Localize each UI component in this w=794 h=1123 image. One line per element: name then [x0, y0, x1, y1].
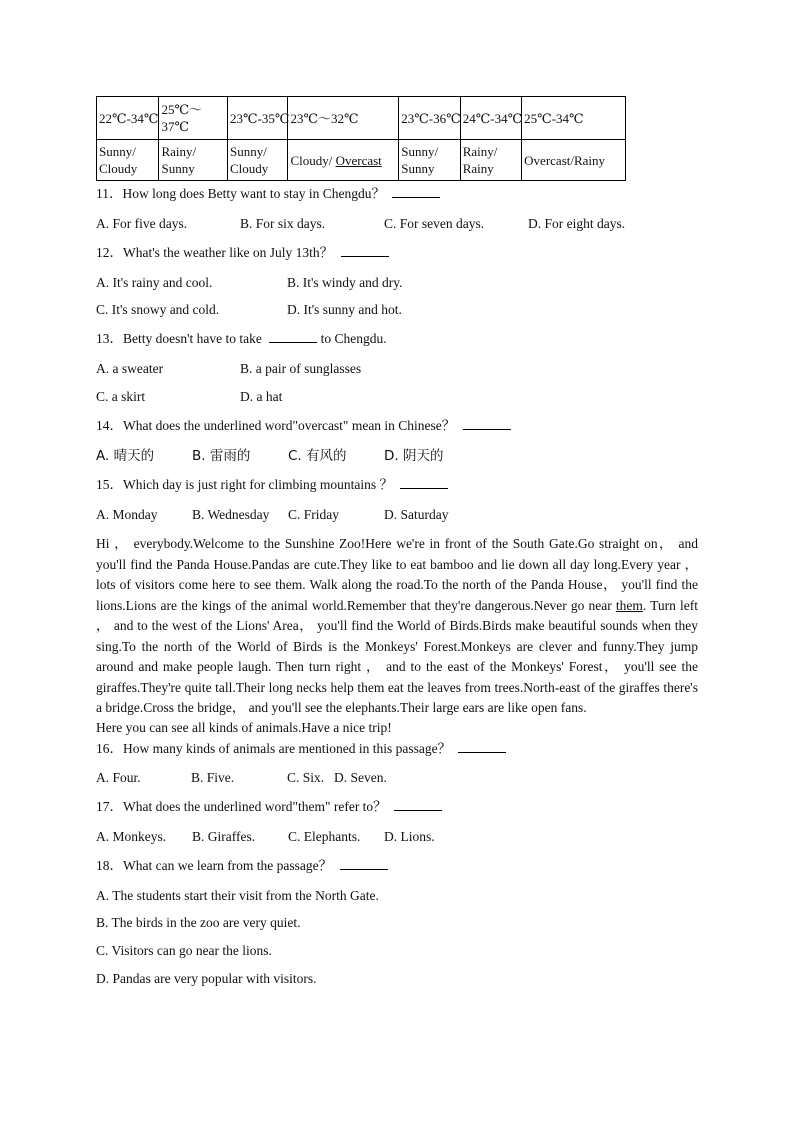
options-row [96, 388, 698, 406]
option-d[interactable]: D. It's sunny and hot. [287, 302, 402, 317]
worksheet-page [96, 96, 698, 988]
answer-blank[interactable] [269, 330, 317, 343]
question-stem: 17．What does the underlined word"them" refer to？ [96, 798, 387, 814]
option-b[interactable]: B. Giraffes. [192, 828, 256, 844]
options-row [96, 506, 698, 524]
answer-blank[interactable] [340, 857, 388, 870]
option-a[interactable]: A. Monday [96, 507, 158, 522]
question-stem: 15．Which day is just right for climbing mountains ？ [96, 477, 393, 492]
option-d[interactable]: D. Seven. [334, 769, 387, 785]
options-row [96, 447, 698, 465]
condition-cell: Overcast/Rainy [522, 140, 626, 181]
question-stem: 12．What's the weather like on July 13th？ [96, 245, 334, 260]
option-c[interactable]: C. a skirt [96, 389, 146, 404]
question-18 [96, 857, 698, 988]
option-b[interactable]: B. Five. [191, 769, 235, 785]
option-b[interactable]: B. It's windy and dry. [287, 275, 403, 290]
option-d[interactable]: D. Lions. [384, 828, 435, 844]
passage-text: . Turn left ， and to the west of the Lions' Area， you'll find the World of Birds.Birds make beautiful sounds when they sing.To the north of the World of Birds is the Monkeys' Forest.Monkeys are clever and funny.They jump around and make people laugh. Then turn right ， and to the east of the Monkeys' Forest， you'll see the giraffes.They're quite tall.Their long necks help them eat the leaves from trees.North-east of the giraffes there's a bridge.Cross the bridge， and you'll see the elephants.Their large ears are like open fans. [96, 597, 699, 715]
temp-cell: 25℃-34℃ [522, 97, 626, 140]
answer-blank[interactable] [400, 476, 448, 489]
option-b[interactable]: B. 雷雨的 [192, 448, 251, 464]
option-b[interactable]: B. a pair of sunglasses [240, 361, 362, 376]
weather-table [96, 96, 626, 181]
option-a[interactable]: A. It's rainy and cool. [96, 275, 213, 290]
reading-passage [96, 534, 698, 737]
option-a[interactable]: A. For five days. [96, 216, 188, 231]
temp-cell: 22℃-34℃ [97, 97, 159, 140]
condition-cell [288, 140, 399, 181]
option-a[interactable]: A. The students start their visit from the North Gate. [96, 887, 379, 903]
temperature-row [97, 97, 626, 140]
answer-blank[interactable] [463, 417, 511, 430]
option-a[interactable]: A. Four. [96, 769, 141, 785]
options-row [96, 360, 698, 378]
condition-cell: Sunny/ Cloudy [227, 140, 287, 181]
options-row [96, 769, 698, 787]
condition-cell: Rainy/ Rainy [460, 140, 521, 181]
options-row [96, 301, 698, 319]
question-stem-end: to Chengdu. [317, 331, 387, 346]
option-c[interactable]: C. It's snowy and cold. [96, 302, 220, 317]
option-b[interactable]: B. Wednesday [192, 507, 270, 522]
condition-cell: Sunny/ Sunny [399, 140, 460, 181]
option-c[interactable]: C. Six. [287, 769, 325, 785]
option-d[interactable]: D. a hat [240, 389, 283, 404]
answer-blank[interactable] [341, 244, 389, 257]
option-d[interactable]: D. Pandas are very popular with visitors. [96, 970, 317, 986]
condition-cell: Rainy/ Sunny [159, 140, 228, 181]
options-row [96, 914, 698, 932]
temp-cell: 23℃～32℃ [288, 97, 399, 140]
options-row [96, 970, 698, 988]
option-a[interactable]: A. a sweater [96, 361, 164, 376]
temp-cell: 23℃-36℃ [399, 97, 460, 140]
option-c[interactable]: C. Friday [288, 507, 340, 522]
temp-cell: 24℃-34℃ [460, 97, 521, 140]
options-row [96, 274, 698, 292]
question-12 [96, 244, 698, 319]
passage-closing: Here you can see all kinds of animals.Have a nice trip! [96, 719, 392, 735]
passage-text: Hi ， everybody.Welcome to the Sunshine Zoo!Here we're in front of the South Gate.Go straight on， and you'll find the Panda House.Pandas are cute.They like to eat bamboo and lie down all day long.Every year ， lots of visitors come here to see them. Walk along the road.To the north of the Panda House， you'll find the lions.Lions are the kings of the animal world.Remember that they're dangerous.Never go near [96, 536, 698, 613]
option-c[interactable]: C. Elephants. [288, 828, 361, 844]
answer-blank[interactable] [394, 798, 442, 811]
options-row [96, 215, 698, 233]
option-b[interactable]: B. For six days. [240, 216, 326, 231]
options-row [96, 887, 698, 905]
temp-cell: 25℃～37℃ [159, 97, 228, 140]
option-a[interactable]: A. 晴天的 [96, 448, 155, 464]
option-c[interactable]: C. 有风的 [288, 448, 347, 464]
answer-blank[interactable] [458, 740, 506, 753]
question-15 [96, 476, 698, 524]
option-c[interactable]: C. Visitors can go near the lions. [96, 942, 272, 958]
question-stem: 13．Betty doesn't have to take [96, 331, 262, 346]
option-a[interactable]: A. Monkeys. [96, 828, 167, 844]
underlined-them: them [615, 597, 643, 613]
option-c[interactable]: C. For seven days. [384, 216, 485, 231]
underlined-overcast: Overcast [335, 152, 382, 168]
option-b[interactable]: B. The birds in the zoo are very quiet. [96, 914, 301, 930]
option-d[interactable]: D. 阴天的 [384, 448, 444, 464]
options-row [96, 828, 698, 846]
question-17 [96, 798, 698, 846]
question-13 [96, 330, 698, 406]
question-stem: 14．What does the underlined word"overcast" mean in Chinese？ [96, 418, 456, 433]
condition-row [97, 140, 626, 181]
question-stem: 18．What can we learn from the passage？ [96, 857, 333, 873]
question-11 [96, 185, 698, 233]
options-row [96, 942, 698, 960]
temp-cell: 23℃-35℃ [227, 97, 287, 140]
condition-prefix: Cloudy/ [290, 152, 336, 168]
option-d[interactable]: D. Saturday [384, 507, 449, 522]
passage-body [96, 534, 698, 719]
condition-cell: Sunny/ Cloudy [97, 140, 159, 181]
option-d[interactable]: D. For eight days. [528, 216, 626, 231]
question-16 [96, 740, 698, 787]
answer-blank[interactable] [392, 185, 440, 198]
question-14 [96, 417, 698, 465]
question-stem: 16．How many kinds of animals are mentioned in this passage？ [96, 740, 452, 756]
question-stem: 11．How long does Betty want to stay in Chengdu？ [96, 186, 385, 201]
